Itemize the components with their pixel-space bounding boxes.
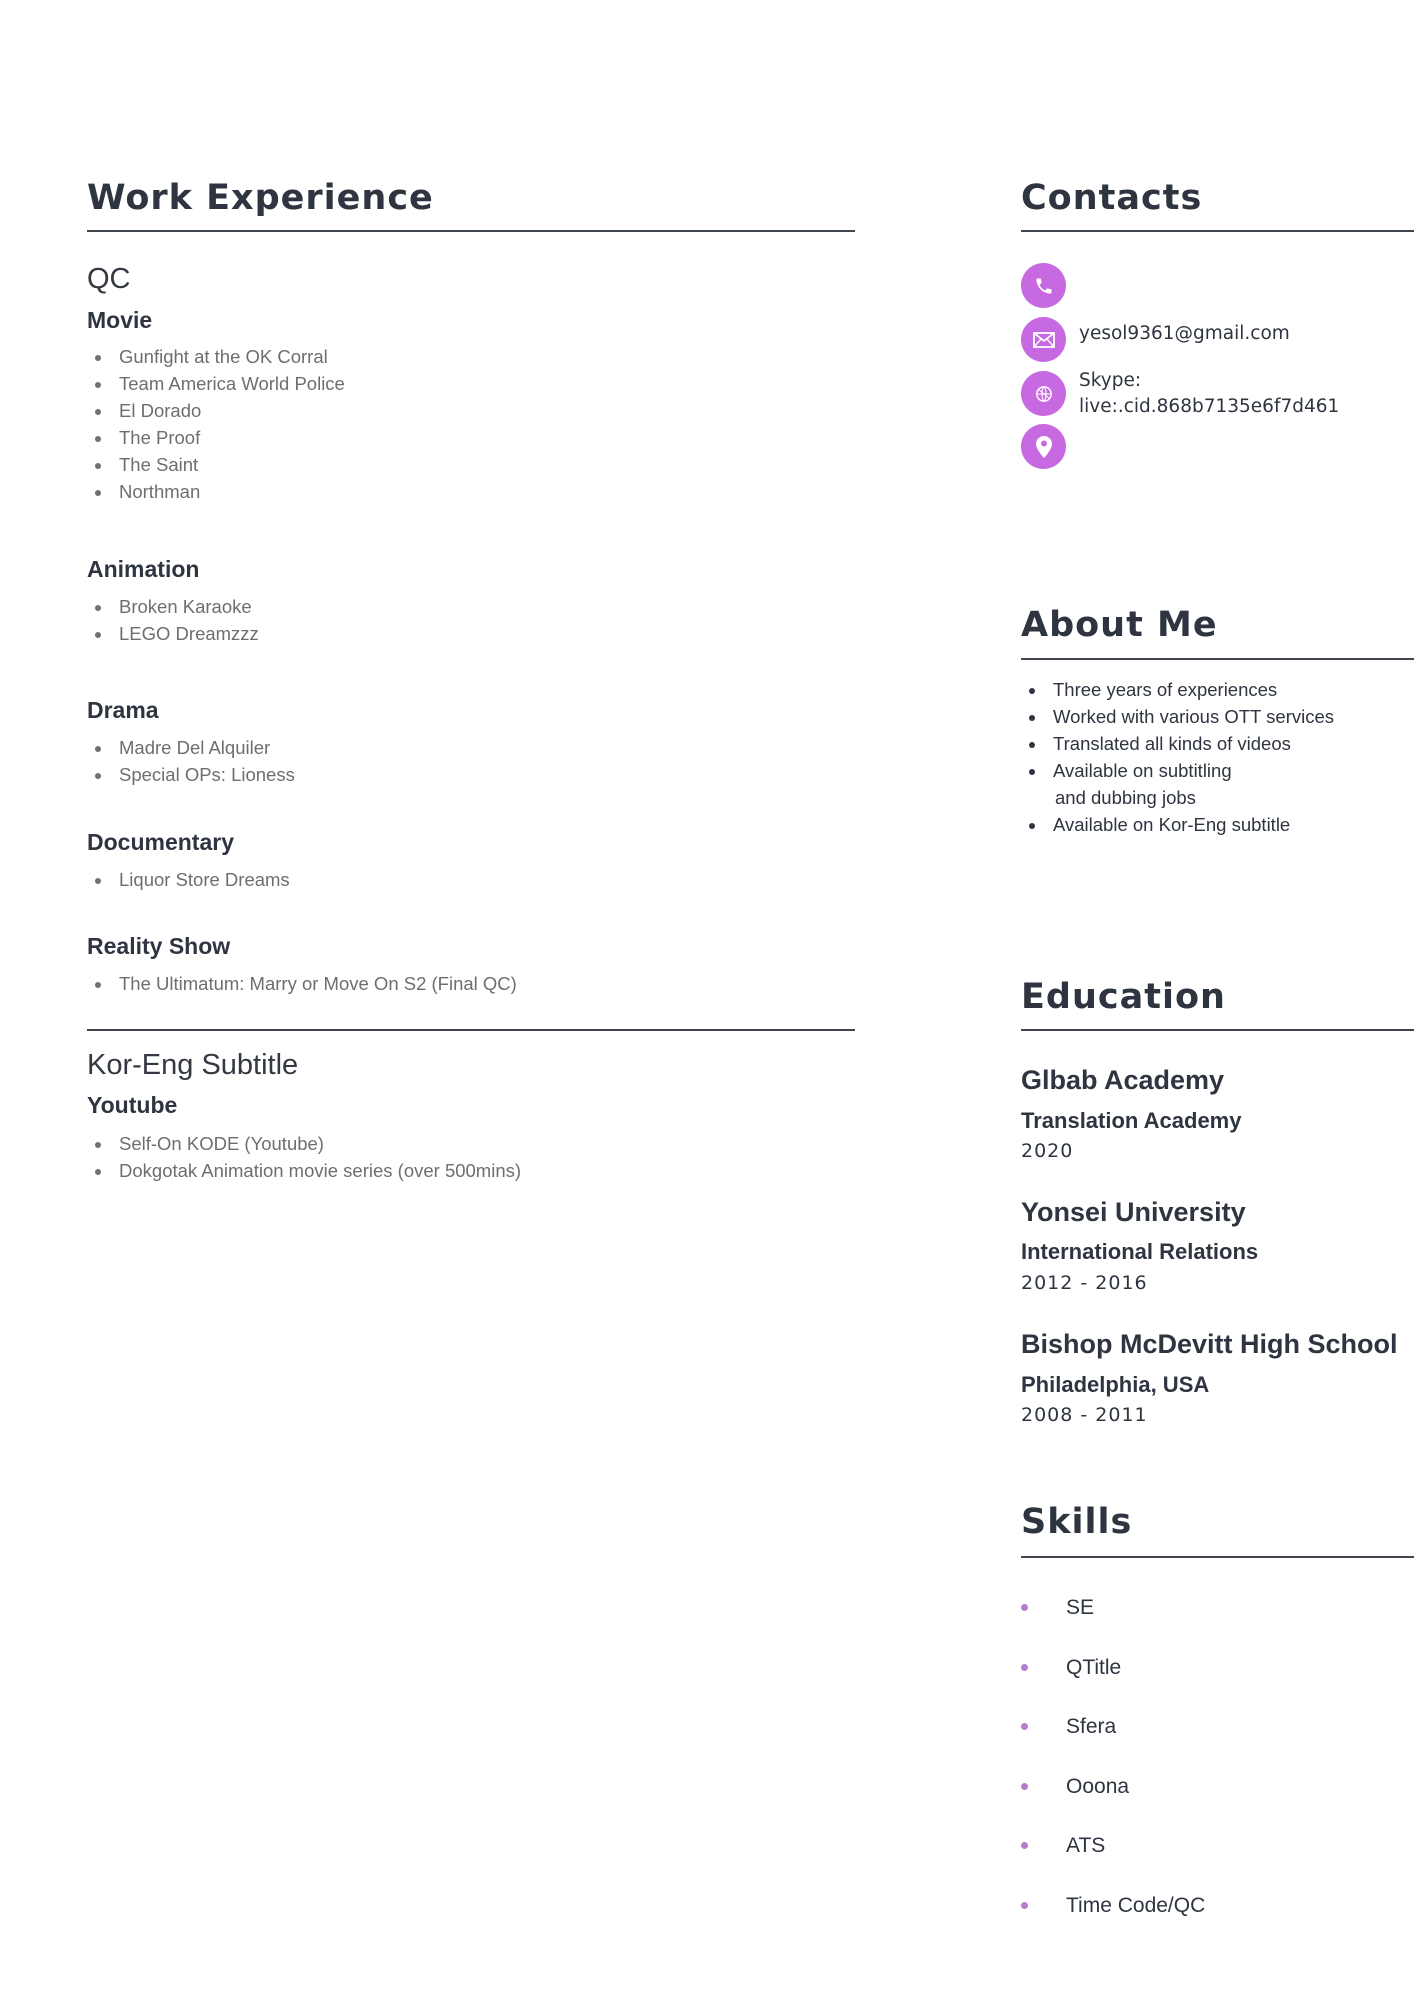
education-school: Glbab Academy (1021, 1065, 1225, 1095)
bullet-icon (95, 982, 101, 988)
bullet-icon (95, 605, 101, 611)
education-degree: International Relations (1021, 1239, 1259, 1264)
about-item: Available on Kor-Eng subtitle (1053, 814, 1291, 835)
skill-item: Time Code/QC (1066, 1894, 1206, 1917)
about-me-divider (1021, 658, 1414, 660)
bullet-icon (95, 878, 101, 884)
location-pin-icon (1021, 424, 1066, 469)
list-item: El Dorado (119, 400, 202, 421)
about-item: Three years of experiences (1053, 679, 1278, 700)
category-title-drama: Drama (87, 697, 159, 723)
bullet-icon (1029, 715, 1035, 721)
list-item: LEGO Dreamzzz (119, 623, 259, 644)
bullet-icon (1029, 769, 1035, 775)
skype-label: Skype: (1079, 370, 1142, 391)
work-experience-divider (87, 230, 855, 232)
skill-item: QTitle (1066, 1656, 1122, 1679)
skills-title: Skills (1021, 1502, 1133, 1542)
education-degree: Translation Academy (1021, 1108, 1242, 1133)
education-divider (1021, 1029, 1414, 1031)
category-title-movie: Movie (87, 307, 153, 333)
skill-item: Sfera (1066, 1715, 1117, 1738)
group-title-qc: QC (87, 263, 131, 295)
bullet-icon (1029, 823, 1035, 829)
about-item: Worked with various OTT services (1053, 706, 1335, 727)
about-me-title: About Me (1021, 605, 1218, 645)
group-divider (87, 1029, 855, 1031)
education-school: Yonsei University (1021, 1197, 1246, 1227)
list-item: Team America World Police (119, 373, 345, 394)
list-item: Northman (119, 481, 201, 502)
about-item: Translated all kinds of videos (1053, 733, 1291, 754)
list-item: The Ultimatum: Marry or Move On S2 (Final QC) (119, 973, 517, 994)
skill-item: ATS (1066, 1834, 1106, 1857)
bullet-icon (95, 463, 101, 469)
bullet-icon (95, 632, 101, 638)
list-item: Madre Del Alquiler (119, 737, 271, 758)
bullet-icon (95, 355, 101, 361)
education-title: Education (1021, 977, 1226, 1017)
bullet-icon (95, 409, 101, 415)
list-item: The Proof (119, 427, 201, 448)
bullet-icon (95, 382, 101, 388)
category-title-youtube: Youtube (87, 1092, 178, 1118)
bullet-icon (95, 1169, 101, 1175)
bullet-icon (1021, 1604, 1028, 1611)
list-item: Liquor Store Dreams (119, 869, 290, 890)
bullet-icon (1021, 1842, 1028, 1849)
bullet-icon (1029, 742, 1035, 748)
bullet-icon (1029, 688, 1035, 694)
bullet-icon (95, 746, 101, 752)
list-item: Gunfight at the OK Corral (119, 346, 328, 367)
about-item: Available on subtitling (1053, 760, 1232, 781)
skill-item: SE (1066, 1596, 1095, 1619)
list-item: The Saint (119, 454, 199, 475)
phone-icon (1021, 263, 1066, 308)
bullet-icon (1021, 1723, 1028, 1730)
group-title-kor-eng-subtitle: Kor-Eng Subtitle (87, 1049, 299, 1081)
education-degree: Philadelphia, USA (1021, 1372, 1210, 1397)
contacts-title: Contacts (1021, 178, 1203, 218)
bullet-icon (1021, 1902, 1028, 1909)
list-item: Dokgotak Animation movie series (over 500mins) (119, 1160, 522, 1181)
bullet-icon (1021, 1783, 1028, 1790)
education-years: 2020 (1021, 1140, 1074, 1162)
bullet-icon (95, 436, 101, 442)
bullet-icon (1021, 1664, 1028, 1671)
skill-item: Ooona (1066, 1775, 1130, 1798)
bullet-icon (95, 1142, 101, 1148)
education-years: 2008 - 2011 (1021, 1404, 1148, 1426)
about-item-continuation: and dubbing jobs (1055, 787, 1196, 808)
work-experience-title: Work Experience (87, 178, 434, 218)
bullet-icon (95, 773, 101, 779)
education-school: Bishop McDevitt High School (1021, 1329, 1398, 1359)
bullet-icon (95, 490, 101, 496)
category-title-animation: Animation (87, 556, 200, 582)
skype-id-text[interactable]: live:.cid.868b7135e6f7d461 (1079, 396, 1340, 417)
email-text[interactable]: yesol9361@gmail.com (1079, 323, 1290, 344)
globe-icon (1021, 371, 1066, 416)
category-title-reality-show: Reality Show (87, 933, 231, 959)
education-years: 2012 - 2016 (1021, 1272, 1148, 1294)
list-item: Broken Karaoke (119, 596, 252, 617)
mail-icon (1021, 317, 1066, 362)
list-item: Special OPs: Lioness (119, 764, 295, 785)
contacts-divider (1021, 230, 1414, 232)
list-item: Self-On KODE (Youtube) (119, 1133, 324, 1154)
category-title-documentary: Documentary (87, 829, 234, 855)
skills-divider (1021, 1556, 1414, 1558)
